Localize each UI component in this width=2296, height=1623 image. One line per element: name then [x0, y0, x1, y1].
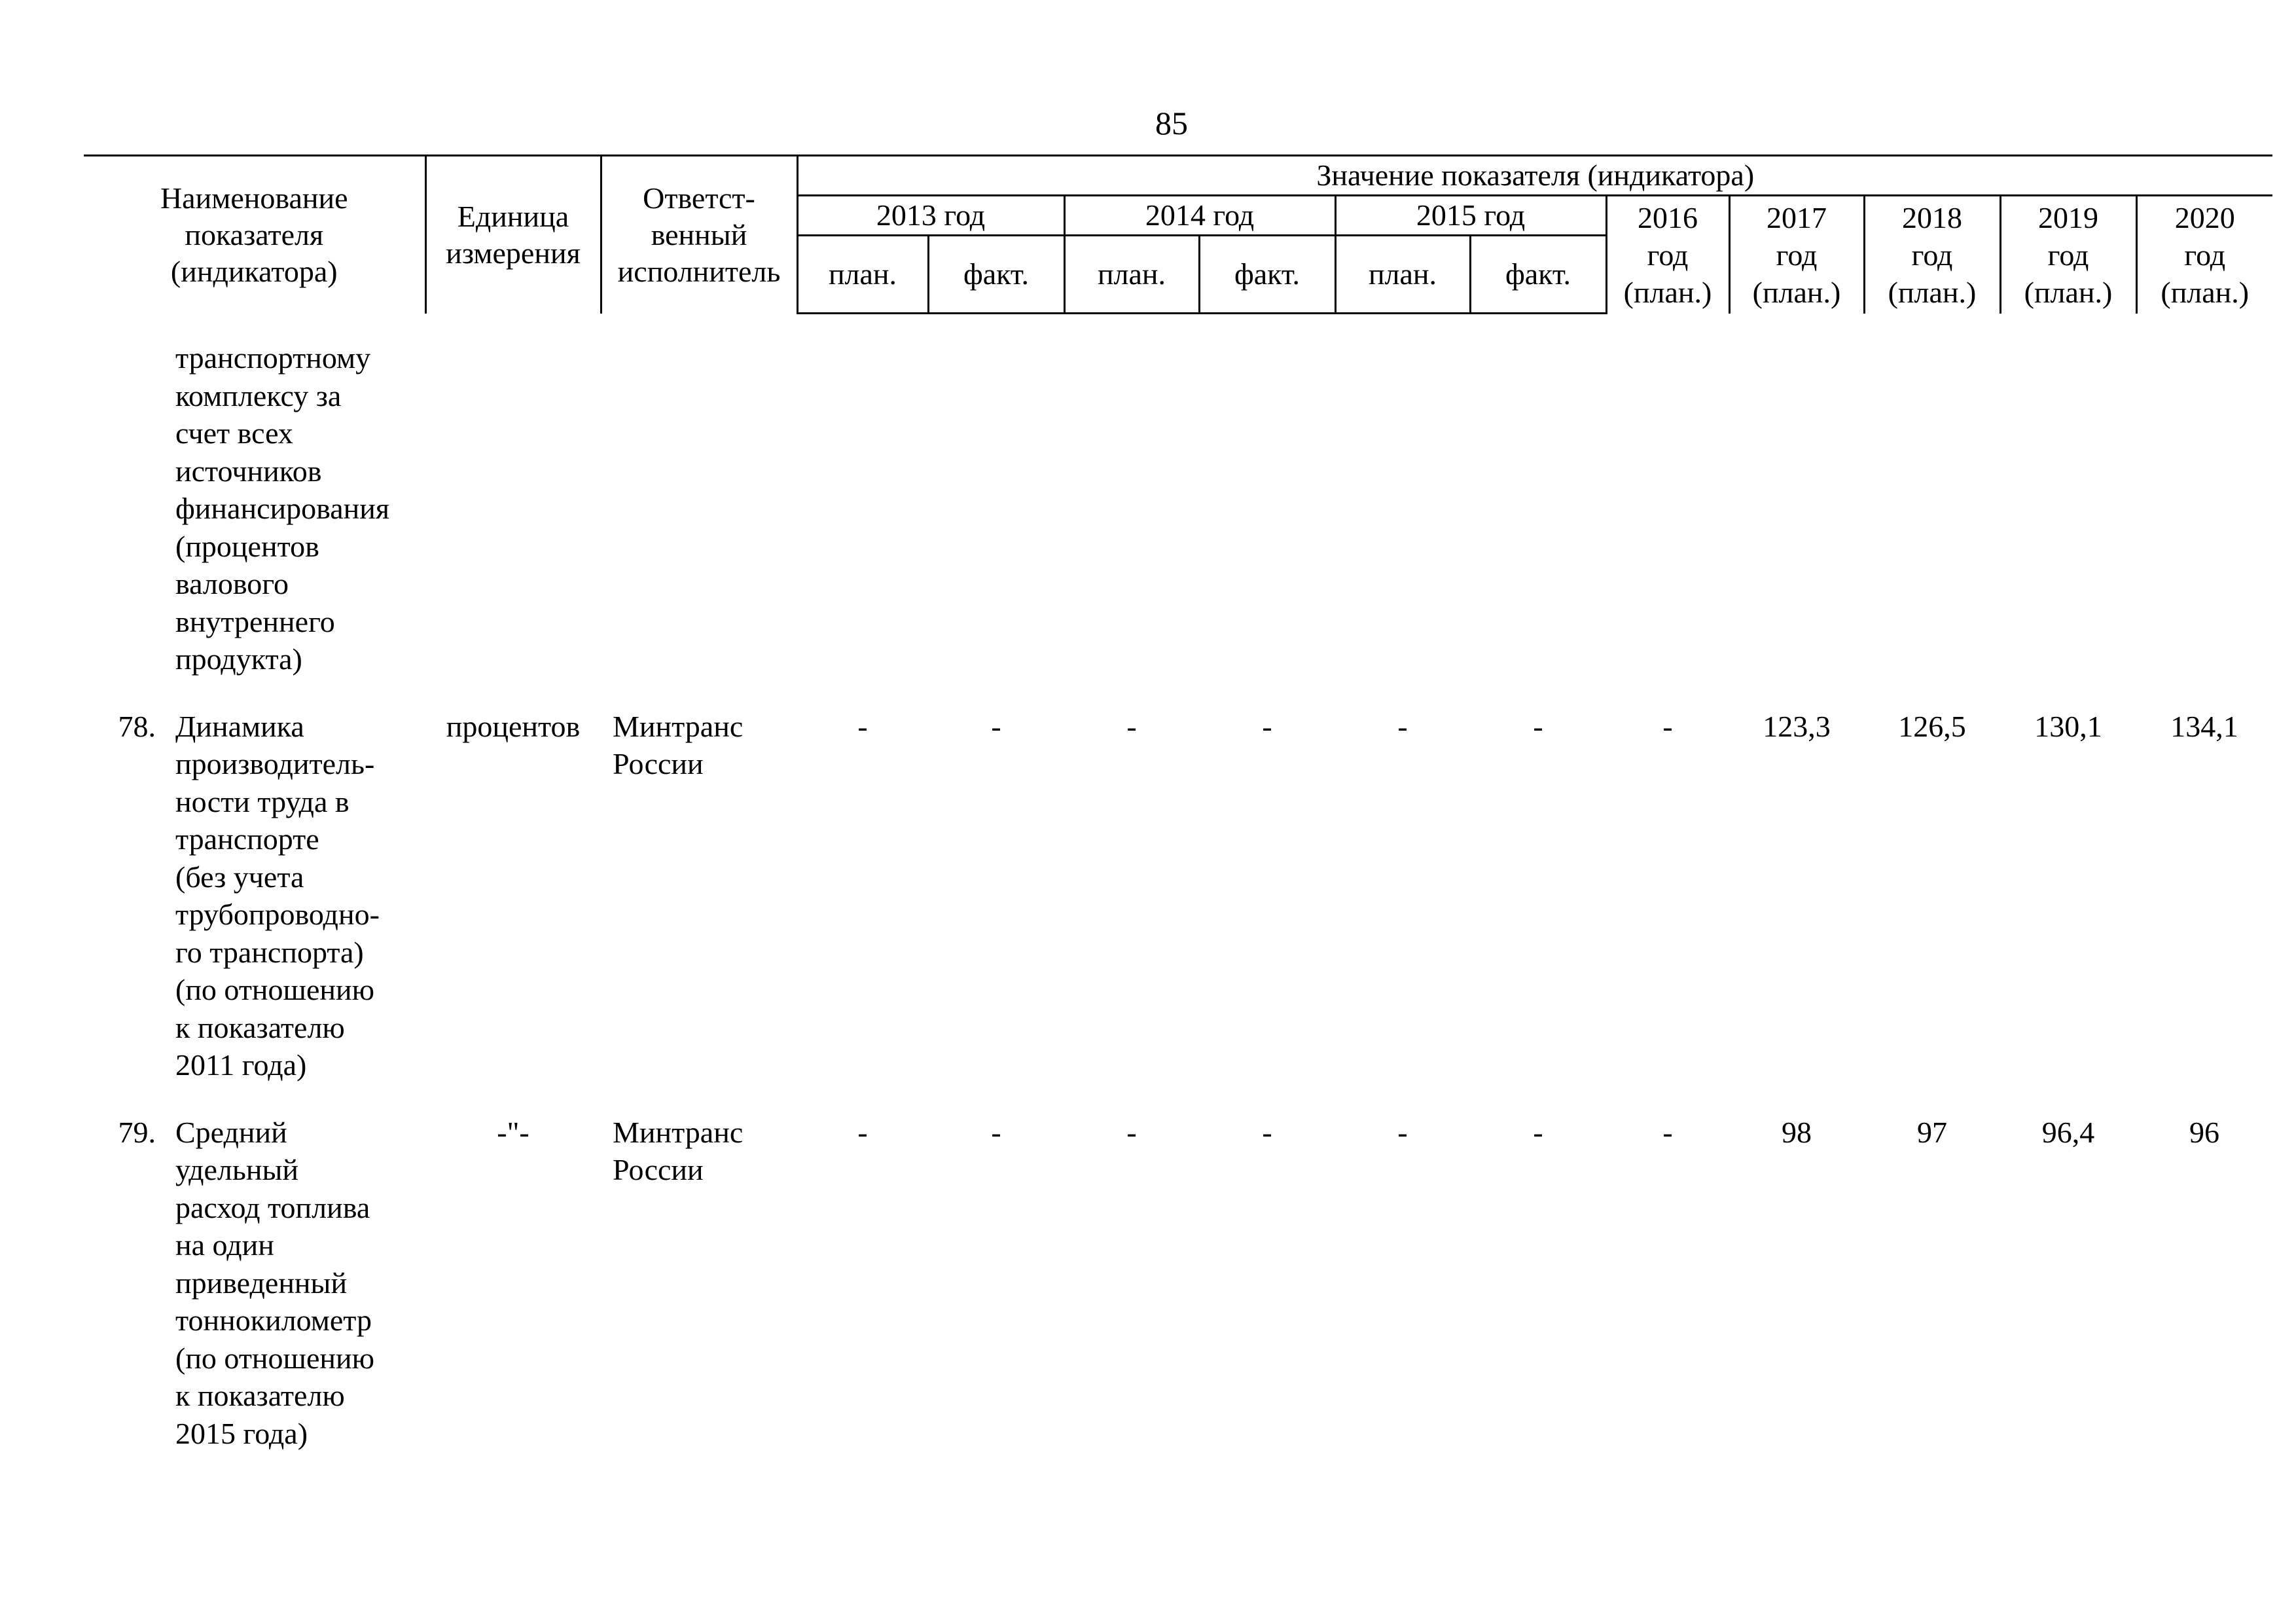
value-2017-plan: 98	[1782, 1115, 1812, 1149]
header-plan-year-2017-year: 2017	[1767, 200, 1827, 234]
value-2016-plan: -	[1662, 1115, 1673, 1149]
indicator-name: Динамика производитель- ности труда в транспорте (без учета трубопроводно- го транспорта) (по отношению к показателю 2011 года)	[175, 709, 380, 1082]
executor-cell: Минтранс России	[613, 1115, 744, 1186]
value-2018-plan: 126,5	[1898, 709, 1966, 743]
value-2016-plan: -	[1662, 709, 1673, 743]
table-header	[84, 156, 2272, 314]
header-year-2015: 2015 год	[1335, 196, 1606, 236]
row-number: 79.	[118, 1115, 156, 1149]
value-2018-plan: 97	[1917, 1115, 1947, 1149]
header-plan-year-2020	[2136, 196, 2272, 314]
header-plan-year-2019-note: (план.)	[2024, 275, 2113, 309]
value-2015-plan: -	[1397, 1115, 1408, 1149]
header-plan-year-2016-word: год	[1647, 238, 1689, 272]
unit-cell: -"-	[497, 1115, 529, 1149]
header-plan-year-2016-year: 2016	[1638, 200, 1698, 234]
executor-cell: Минтранс России	[613, 709, 744, 780]
header-plan-year-2019	[2000, 196, 2136, 314]
value-2013-fact	[928, 339, 1064, 678]
header-plan-year-2017-word: год	[1776, 238, 1818, 272]
header-plan-year-2020-word: год	[2184, 238, 2226, 272]
header-plan-year-2018	[1864, 196, 2000, 314]
header-year-2013: 2013 год	[797, 196, 1064, 236]
indicator-table-container	[84, 155, 2272, 1452]
indicator-table-body	[84, 314, 2272, 1452]
header-2015-plan: план.	[1335, 236, 1470, 314]
table-body	[84, 314, 2272, 1452]
value-2013-plan: -	[857, 1115, 868, 1149]
page-number: 85	[1155, 105, 1188, 141]
header-year-2014: 2014 год	[1064, 196, 1335, 236]
header-2013-fact: факт.	[928, 236, 1064, 314]
value-2013-fact: -	[991, 709, 1001, 743]
value-2014-plan: -	[1126, 1115, 1137, 1149]
unit-cell	[425, 339, 601, 678]
executor-cell	[601, 339, 797, 678]
header-name-col: Наименование показателя (индикатора)	[84, 156, 425, 314]
header-plan-year-2020-year: 2020	[2174, 200, 2235, 234]
table-row	[84, 339, 2272, 678]
header-plan-year-2018-note: (план.)	[1888, 275, 1977, 309]
value-2018-plan	[1864, 339, 2000, 678]
value-2019-plan	[2000, 339, 2136, 678]
header-plan-year-2017	[1729, 196, 1864, 314]
value-2015-fact: -	[1533, 1115, 1543, 1149]
value-2014-fact: -	[1262, 1115, 1272, 1149]
header-plan-year-2016-note: (план.)	[1623, 275, 1712, 309]
header-unit-col: Единица измерения	[425, 156, 601, 314]
value-2016-plan	[1606, 339, 1729, 678]
value-2013-fact: -	[991, 1115, 1001, 1149]
header-plan-year-2018-word: год	[1911, 238, 1953, 272]
table-row	[84, 1114, 2272, 1453]
value-2019-plan: 96,4	[2041, 1115, 2095, 1149]
value-2014-plan	[1064, 339, 1199, 678]
header-plan-year-2016	[1606, 196, 1729, 314]
value-2014-fact: -	[1262, 709, 1272, 743]
header-2015-fact: факт.	[1470, 236, 1606, 314]
indicator-name: транспортному комплексу за счет всех источников финансирования (процентов валового внутреннего продукта)	[175, 341, 390, 676]
value-2017-plan	[1729, 339, 1864, 678]
header-executor-col: Ответст- венный исполнитель	[601, 156, 797, 314]
value-2014-plan: -	[1126, 709, 1137, 743]
value-2020-plan	[2136, 339, 2272, 678]
value-2015-plan: -	[1397, 709, 1408, 743]
indicator-name: Средний удельный расход топлива на один приведенный тоннокилометр (по отношению к показателю 2015 года)	[175, 1115, 374, 1450]
value-2015-plan	[1335, 339, 1470, 678]
row-number	[84, 339, 168, 678]
value-2014-fact	[1199, 339, 1335, 678]
header-2014-plan: план.	[1064, 236, 1199, 314]
value-2013-plan: -	[857, 709, 868, 743]
value-2020-plan: 134,1	[2170, 709, 2238, 743]
header-value-group: Значение показателя (индикатора)	[797, 156, 2272, 196]
header-plan-year-2017-note: (план.)	[1752, 275, 1841, 309]
row-number: 78.	[118, 709, 156, 743]
header-plan-year-2018-year: 2018	[1902, 200, 1962, 234]
header-plan-year-2019-year: 2019	[2038, 200, 2098, 234]
table-row	[84, 708, 2272, 1084]
value-2015-fact	[1470, 339, 1606, 678]
value-2017-plan: 123,3	[1763, 709, 1831, 743]
header-2014-fact: факт.	[1199, 236, 1335, 314]
value-2019-plan: 130,1	[2034, 709, 2102, 743]
header-2013-plan: план.	[797, 236, 928, 314]
header-plan-year-2019-word: год	[2047, 238, 2089, 272]
unit-cell: процентов	[446, 709, 581, 743]
indicator-table	[84, 155, 2272, 314]
value-2013-plan	[797, 339, 928, 678]
value-2020-plan: 96	[2189, 1115, 2219, 1149]
value-2015-fact: -	[1533, 709, 1543, 743]
header-plan-year-2020-note: (план.)	[2161, 275, 2250, 309]
